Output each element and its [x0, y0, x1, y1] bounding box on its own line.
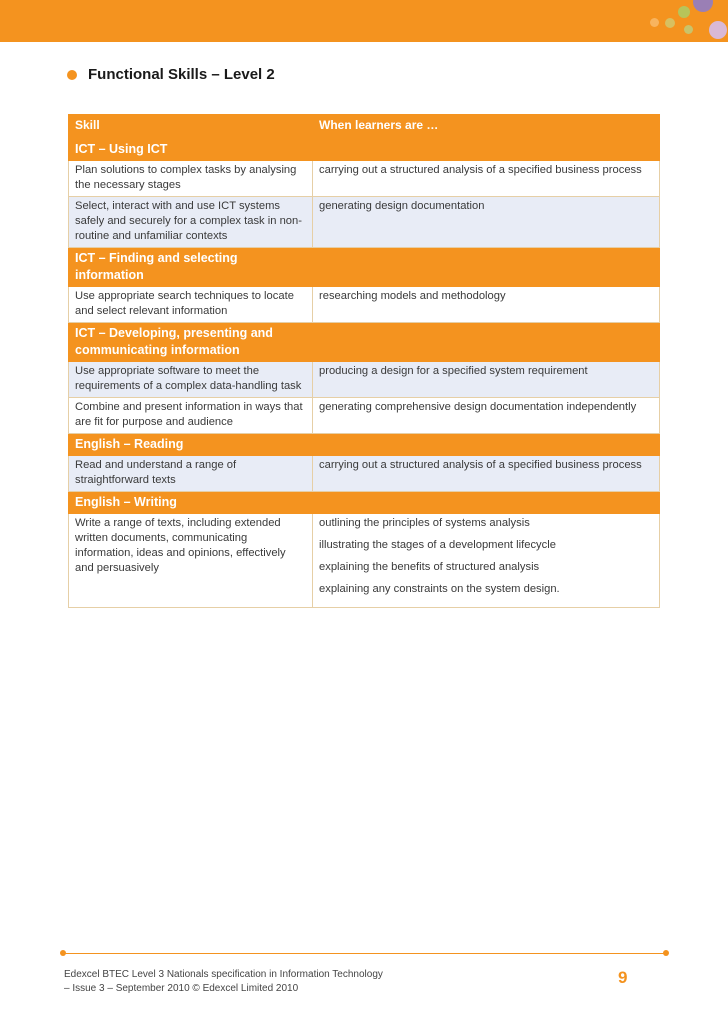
table-row — [69, 456, 660, 492]
table-row — [69, 287, 660, 323]
heading-text: Functional Skills – Level 2 — [88, 66, 275, 83]
decorative-dot — [693, 0, 713, 12]
footer-line-2: – Issue 3 – September 2010 © Edexcel Limited 2010 — [64, 983, 299, 994]
when-cell — [313, 161, 660, 197]
section-title: ICT – Developing, presenting and communicating information — [69, 323, 313, 362]
skill-cell: Read and understand a range of straightforward texts — [69, 456, 313, 492]
when-text: carrying out a structured analysis of a specified business process — [319, 164, 642, 176]
footer-text — [64, 968, 383, 996]
skill-cell: Select, interact with and use ICT systems safely and securely for a complex task in non-routine and unfamiliar contexts — [69, 197, 313, 248]
table-row — [69, 197, 660, 248]
footer-line-1: Edexcel BTEC Level 3 Nationals specification in Information Technology — [64, 969, 383, 980]
table-row — [69, 514, 660, 608]
when-text: generating comprehensive design documentation independently — [319, 401, 637, 413]
footer-dot-right — [663, 950, 669, 956]
when-cell — [313, 514, 660, 608]
when-text: illustrating the stages of a development lifecycle — [319, 539, 556, 551]
when-cell — [313, 456, 660, 492]
bullet-icon — [67, 70, 77, 80]
section-title: ICT – Using ICT — [69, 139, 313, 161]
section-spacer — [313, 434, 660, 456]
section-title: ICT – Finding and selecting information — [69, 248, 313, 287]
when-text: explaining any constraints on the system design. — [319, 583, 560, 595]
when-cell — [313, 398, 660, 434]
top-banner — [0, 0, 728, 42]
table-row — [69, 161, 660, 197]
section-header-row — [69, 323, 660, 362]
page-number: 9 — [618, 968, 628, 987]
decorative-dot — [665, 18, 675, 28]
when-text: carrying out a structured analysis of a specified business process — [319, 459, 642, 471]
footer-divider — [63, 953, 666, 954]
skill-cell: Write a range of texts, including extended written documents, communicating information, ideas and opinions, effectively and persuasively — [69, 514, 313, 608]
when-cell — [313, 362, 660, 398]
footer-dot-left — [60, 950, 66, 956]
section-header-row — [69, 492, 660, 514]
section-header-row — [69, 434, 660, 456]
column-header-skill: Skill — [69, 115, 313, 139]
skill-cell: Use appropriate search techniques to locate and select relevant information — [69, 287, 313, 323]
section-header-row — [69, 248, 660, 287]
decorative-dot — [684, 25, 693, 34]
section-spacer — [313, 248, 660, 287]
table-header-row — [69, 115, 660, 139]
skill-cell: Use appropriate software to meet the requirements of a complex data-handling task — [69, 362, 313, 398]
column-header-when: When learners are … — [313, 115, 660, 139]
section-spacer — [313, 492, 660, 514]
functional-skills-table — [68, 114, 660, 608]
decorative-dot — [650, 18, 659, 27]
section-header-row — [69, 139, 660, 161]
table-row — [69, 362, 660, 398]
when-text: outlining the principles of systems analysis — [319, 517, 530, 529]
section-title: English – Reading — [69, 434, 313, 456]
decorative-dot — [709, 21, 727, 39]
when-text: researching models and methodology — [319, 290, 506, 302]
table-row — [69, 398, 660, 434]
section-spacer — [313, 323, 660, 362]
when-text: producing a design for a specified system requirement — [319, 365, 588, 377]
page-heading — [67, 66, 275, 83]
when-text: generating design documentation — [319, 200, 485, 212]
when-text: explaining the benefits of structured analysis — [319, 561, 540, 573]
skill-cell: Combine and present information in ways that are fit for purpose and audience — [69, 398, 313, 434]
section-title: English – Writing — [69, 492, 313, 514]
skill-cell: Plan solutions to complex tasks by analysing the necessary stages — [69, 161, 313, 197]
decorative-dot — [678, 6, 690, 18]
section-spacer — [313, 139, 660, 161]
when-cell — [313, 287, 660, 323]
when-cell — [313, 197, 660, 248]
